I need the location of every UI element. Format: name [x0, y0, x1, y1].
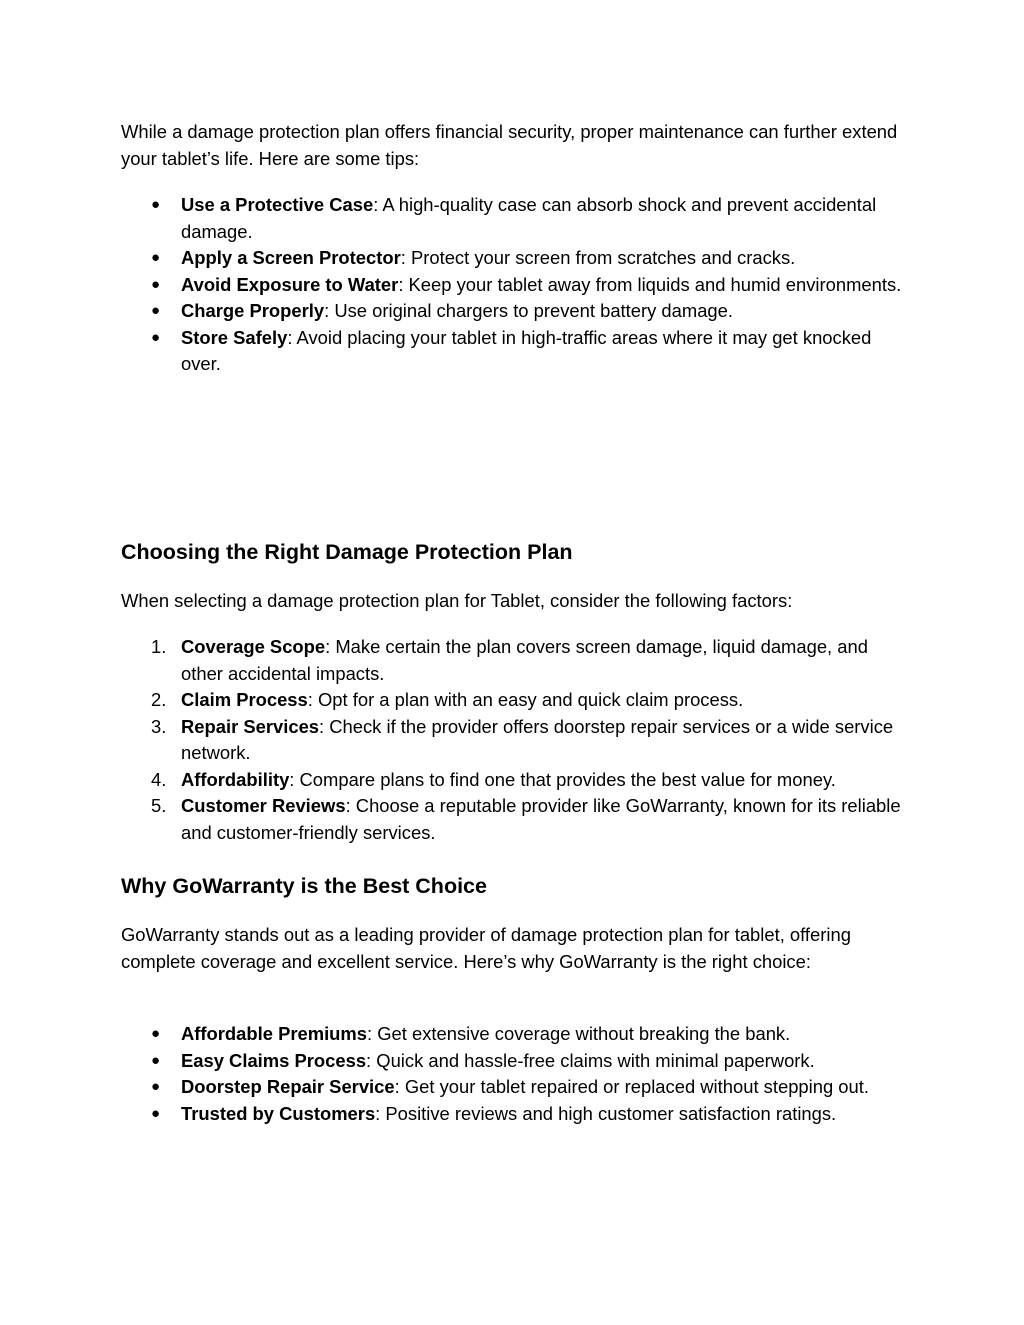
list-item-description: : Check if the provider offers doorstep repair services or a wide service network.: [181, 715, 894, 763]
list-number: 1.: [151, 636, 167, 657]
list-item: [121, 325, 911, 378]
bullet-icon: ●: [151, 196, 161, 213]
list-item-description: : Get your tablet repaired or replaced without stepping out.: [394, 1076, 869, 1097]
maintenance-tips-list: [121, 192, 911, 378]
list-item-description: : Avoid placing your tablet in high-traffic areas where it may get knocked over.: [181, 326, 872, 374]
list-item: [121, 192, 911, 245]
list-item: [121, 714, 911, 767]
list-item: [121, 793, 911, 846]
list-item: [121, 634, 911, 687]
list-item-term: Charge Properly: [181, 300, 325, 321]
plan-factors-list: [121, 634, 911, 846]
list-item: [121, 1021, 911, 1048]
list-item-description: : Positive reviews and high customer satisfaction ratings.: [375, 1102, 837, 1124]
list-number: 4.: [151, 768, 167, 790]
choosing-plan-intro: When selecting a damage protection plan for Tablet, consider the following factors:: [121, 590, 793, 611]
list-item-term: Easy Claims Process: [181, 1049, 367, 1071]
list-item: [121, 298, 911, 325]
list-item: [121, 687, 911, 714]
list-item-term: Customer Reviews: [181, 795, 346, 816]
list-item-description: : A high-quality case can absorb shock and prevent accidental damage.: [181, 194, 877, 242]
list-item-description: : Choose a reputable provider like GoWarranty, known for its reliable and customer-friendly services.: [181, 795, 901, 843]
bullet-icon: ●: [151, 302, 161, 319]
list-item-term: Doorstep Repair Service: [181, 1076, 395, 1097]
list-item-description: : Opt for a plan with an easy and quick claim process.: [307, 689, 744, 710]
bullet-icon: ●: [151, 1025, 161, 1042]
list-item-term: Apply a Screen Protector: [181, 247, 401, 268]
list-item: [121, 1048, 911, 1075]
bullet-icon: ●: [151, 1051, 161, 1069]
list-item-term: Affordable Premiums: [181, 1023, 367, 1044]
gowarranty-benefits-list: [121, 1021, 911, 1127]
bullet-icon: ●: [151, 328, 161, 346]
why-gowarranty-heading: Why GoWarranty is the Best Choice: [121, 874, 487, 898]
list-item: [121, 245, 911, 272]
list-item-term: Avoid Exposure to Water: [181, 273, 399, 295]
list-item-term: Coverage Scope: [181, 636, 326, 657]
list-item-description: : Make certain the plan covers screen damage, liquid damage, and other accidental impacts.: [181, 636, 868, 684]
list-item: [121, 1101, 911, 1128]
list-number: 5.: [151, 795, 167, 816]
list-item-term: Affordability: [181, 768, 290, 790]
list-item-term: Claim Process: [181, 689, 308, 710]
list-item-description: : Quick and hassle-free claims with minimal paperwork.: [366, 1049, 815, 1071]
bullet-icon: ●: [151, 1104, 161, 1122]
list-item-description: : Get extensive coverage without breaking the bank.: [367, 1023, 791, 1044]
list-item-description: : Keep your tablet away from liquids and humid environments.: [398, 273, 902, 295]
list-item-description: : Protect your screen from scratches and cracks.: [400, 247, 796, 268]
choosing-plan-heading: Choosing the Right Damage Protection Plan: [121, 540, 573, 564]
list-item-term: Use a Protective Case: [181, 194, 374, 215]
list-number: 3.: [151, 715, 167, 737]
why-gowarranty-intro: GoWarranty stands out as a leading provider of damage protection plan for tablet, offering complete coverage and excellent service. Here’s why GoWarranty is the right choice:: [121, 924, 851, 972]
list-item-term: Trusted by Customers: [181, 1102, 376, 1124]
bullet-icon: ●: [151, 275, 161, 293]
list-item-description: : Use original chargers to prevent battery damage.: [324, 300, 733, 321]
bullet-icon: ●: [151, 249, 161, 266]
list-number: 2.: [151, 689, 167, 710]
list-item-description: : Compare plans to find one that provides the best value for money.: [289, 768, 836, 790]
list-item: [121, 272, 911, 299]
list-item: [121, 1074, 911, 1101]
list-item: [121, 767, 911, 794]
list-item-term: Store Safely: [181, 326, 288, 348]
list-item-term: Repair Services: [181, 715, 320, 737]
maintenance-intro-paragraph: While a damage protection plan offers financial security, proper maintenance can further extend your tablet’s life. Here are some tips:: [121, 121, 898, 169]
bullet-icon: ●: [151, 1078, 161, 1095]
